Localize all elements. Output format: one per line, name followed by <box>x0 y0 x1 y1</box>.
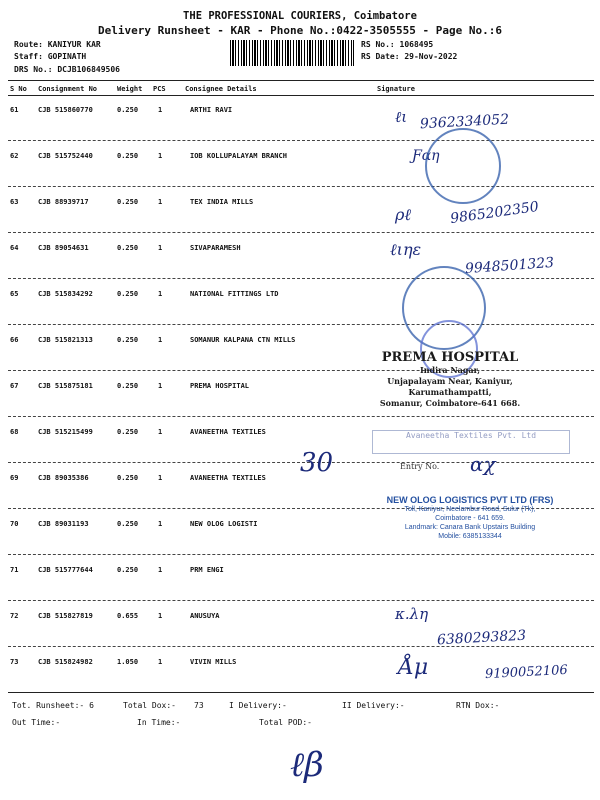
row-pcs: 1 <box>158 198 163 206</box>
row-divider <box>8 416 594 417</box>
col-pcs: PCS <box>153 85 166 93</box>
row-sno: 71 <box>10 566 19 574</box>
olog-stamp-mobile: Mobile: 6385133344 <box>438 533 502 540</box>
company-title: THE PROFESSIONAL COURIERS, Coimbatore <box>183 10 417 22</box>
row-weight: 0.250 <box>117 106 139 114</box>
row-pcs: 1 <box>158 244 163 252</box>
row-weight: 0.250 <box>117 474 139 482</box>
row-divider <box>8 646 594 647</box>
row-divider <box>8 186 594 187</box>
prema-stamp-addr4: Somanur, Coimbatore-641 668. <box>379 398 521 408</box>
row-consignment-no: CJB 515860770 <box>38 106 93 114</box>
row-weight: 0.250 <box>117 198 139 206</box>
row-sno: 70 <box>10 520 19 528</box>
phone-73: 9190052106 <box>484 662 569 683</box>
col-signature: Signature <box>377 85 415 93</box>
route-label: Route: KANIYUR KAR <box>14 40 101 49</box>
runsheet-title: Delivery Runsheet - KAR - Phone No.:0422-3505555 - Page No.:6 <box>98 24 502 37</box>
signature-61: ℓι <box>395 108 408 126</box>
row-pcs: 1 <box>158 428 163 436</box>
signature-63: ρℓ <box>395 205 412 224</box>
barcode <box>230 40 354 66</box>
row-sno: 63 <box>10 198 19 206</box>
rs-number: RS No.: 1068495 <box>361 40 434 49</box>
row-consignment-no: CJB 515875181 <box>38 382 93 390</box>
row-consignee: SOMANUR KALPANA CTN MILLS <box>190 336 296 344</box>
row-consignee: AVANEETHA TEXTILES <box>190 428 266 436</box>
row-sno: 72 <box>10 612 19 620</box>
row-consignee: ANUSUYA <box>190 612 220 620</box>
row-consignment-no: CJB 88939717 <box>38 198 89 206</box>
total-dox-label: Total Dox:- <box>123 701 176 710</box>
signature-64: ℓιηε <box>390 240 422 259</box>
row-pcs: 1 <box>158 612 163 620</box>
row-divider <box>8 554 594 555</box>
signature-62: Ƒαη <box>412 148 440 164</box>
iob-stamp-icon <box>425 128 501 204</box>
row-pcs: 1 <box>158 152 163 160</box>
row-sno: 67 <box>10 382 19 390</box>
rtn-dox: RTN Dox:- <box>456 701 500 710</box>
prema-stamp-addr2: Unjapalayam Near, Kaniyur, <box>387 376 513 386</box>
olog-stamp-addr3: Landmark: Canara Bank Upstairs Building <box>404 524 536 531</box>
prema-stamp-addr1: Indira Nagar, <box>419 365 481 375</box>
row-consignee: AVANEETHA TEXTILES <box>190 474 266 482</box>
row-sno: 73 <box>10 658 19 666</box>
row-consignment-no: CJB 515752440 <box>38 152 93 160</box>
row-weight: 0.250 <box>117 566 139 574</box>
row-sno: 62 <box>10 152 19 160</box>
row-weight: 0.250 <box>117 336 139 344</box>
row-pcs: 1 <box>158 336 163 344</box>
row-pcs: 1 <box>158 520 163 528</box>
row-divider <box>8 278 594 279</box>
row-consignment-no: CJB 89035386 <box>38 474 89 482</box>
col-sno: S No <box>10 85 27 93</box>
prema-hospital-stamp <box>370 350 530 409</box>
phone-63: 9865202350 <box>449 198 540 228</box>
row-weight: 0.655 <box>117 612 139 620</box>
table-top-rule <box>8 80 594 81</box>
phone-61: 9362334052 <box>419 111 510 133</box>
row-consignee: PRM ENGI <box>190 566 224 574</box>
row-weight: 0.250 <box>117 520 139 528</box>
row-consignment-no: CJB 89031193 <box>38 520 89 528</box>
total-pod: Total POD:- <box>259 718 312 727</box>
row-weight: 0.250 <box>117 244 139 252</box>
row-pcs: 1 <box>158 290 163 298</box>
row-consignee: IOB KOLLUPALAYAM BRANCH <box>190 152 287 160</box>
row-weight: 0.250 <box>117 382 139 390</box>
row-sno: 64 <box>10 244 19 252</box>
row-sno: 66 <box>10 336 19 344</box>
row-consignment-no: CJB 515215499 <box>38 428 93 436</box>
avaneetha-stamp: Avaneetha Textiles Pvt. Ltd <box>372 430 570 454</box>
prema-stamp-name: PREMA HOSPITAL <box>381 350 519 365</box>
row-consignment-no: CJB 515777644 <box>38 566 93 574</box>
row-sno: 69 <box>10 474 19 482</box>
drs-number: DRS No.: DCJB106849506 <box>14 65 120 74</box>
row-divider <box>8 324 594 325</box>
count-69: 30 <box>300 448 334 478</box>
signature-72: κ.λη <box>395 605 429 623</box>
row-consignment-no: CJB 515821313 <box>38 336 93 344</box>
staff-label: Staff: GOPINATH <box>14 52 87 61</box>
row-consignment-no: CJB 89054631 <box>38 244 89 252</box>
phone-72: 6380293823 <box>436 627 527 649</box>
row-consignment-no: CJB 515827819 <box>38 612 93 620</box>
row-weight: 0.250 <box>117 290 139 298</box>
row-divider <box>8 600 594 601</box>
i-delivery: I Delivery:- <box>229 701 287 710</box>
row-sno: 61 <box>10 106 19 114</box>
row-consignee: SIVAPARAMESH <box>190 244 241 252</box>
row-consignment-no: CJB 515834292 <box>38 290 93 298</box>
signature-69: αχ <box>470 452 496 476</box>
row-pcs: 1 <box>158 382 163 390</box>
out-time: Out Time:- <box>12 718 61 727</box>
col-weight: Weight <box>117 85 143 93</box>
olog-stamp-addr1: Toll, Kaniyur, Neelambur Road, Sulur (Tk), <box>404 506 536 513</box>
ii-delivery: II Delivery:- <box>342 701 405 710</box>
rs-date: RS Date: 29-Nov-2022 <box>361 52 458 61</box>
row-sno: 65 <box>10 290 19 298</box>
signature-73: Åμ <box>398 655 429 680</box>
row-consignee: TEX INDIA MILLS <box>190 198 254 206</box>
row-pcs: 1 <box>158 106 163 114</box>
total-dox-value: 73 <box>194 701 204 710</box>
row-pcs: 1 <box>158 474 163 482</box>
row-consignee: VIVIN MILLS <box>190 658 237 666</box>
row-weight: 1.050 <box>117 658 139 666</box>
tot-runsheet: Tot. Runsheet:- 6 <box>12 701 94 710</box>
row-consignee: NEW OLOG LOGISTI <box>190 520 258 528</box>
row-consignee: NATIONAL FITTINGS LTD <box>190 290 279 298</box>
olog-stamp-name: NEW OLOG LOGISTICS PVT LTD (FRS) <box>386 495 554 505</box>
row-consignee: PREMA HOSPITAL <box>190 382 250 390</box>
col-consignment: Consignment No <box>38 85 98 93</box>
row-sno: 68 <box>10 428 19 436</box>
in-time: In Time:- <box>137 718 181 727</box>
staff-signature-icon: ℓβ <box>290 745 324 785</box>
row-pcs: 1 <box>158 658 163 666</box>
row-divider <box>8 140 594 141</box>
row-divider <box>8 232 594 233</box>
row-pcs: 1 <box>158 566 163 574</box>
row-consignment-no: CJB 515824982 <box>38 658 93 666</box>
new-olog-stamp <box>370 495 570 541</box>
row-weight: 0.250 <box>117 428 139 436</box>
col-consignee: Consignee Details <box>185 85 257 93</box>
row-weight: 0.250 <box>117 152 139 160</box>
prema-stamp-addr3: Karumathampatti, <box>408 387 492 397</box>
olog-stamp-addr2: Coimbatore - 641 659. <box>435 515 505 522</box>
row-consignee: ARTHI RAVI <box>190 106 233 114</box>
entry-label: Entry No. <box>400 462 440 471</box>
table-header-rule <box>8 95 594 96</box>
footer-top-rule <box>8 692 594 693</box>
phone-64: 9948501323 <box>464 254 555 278</box>
